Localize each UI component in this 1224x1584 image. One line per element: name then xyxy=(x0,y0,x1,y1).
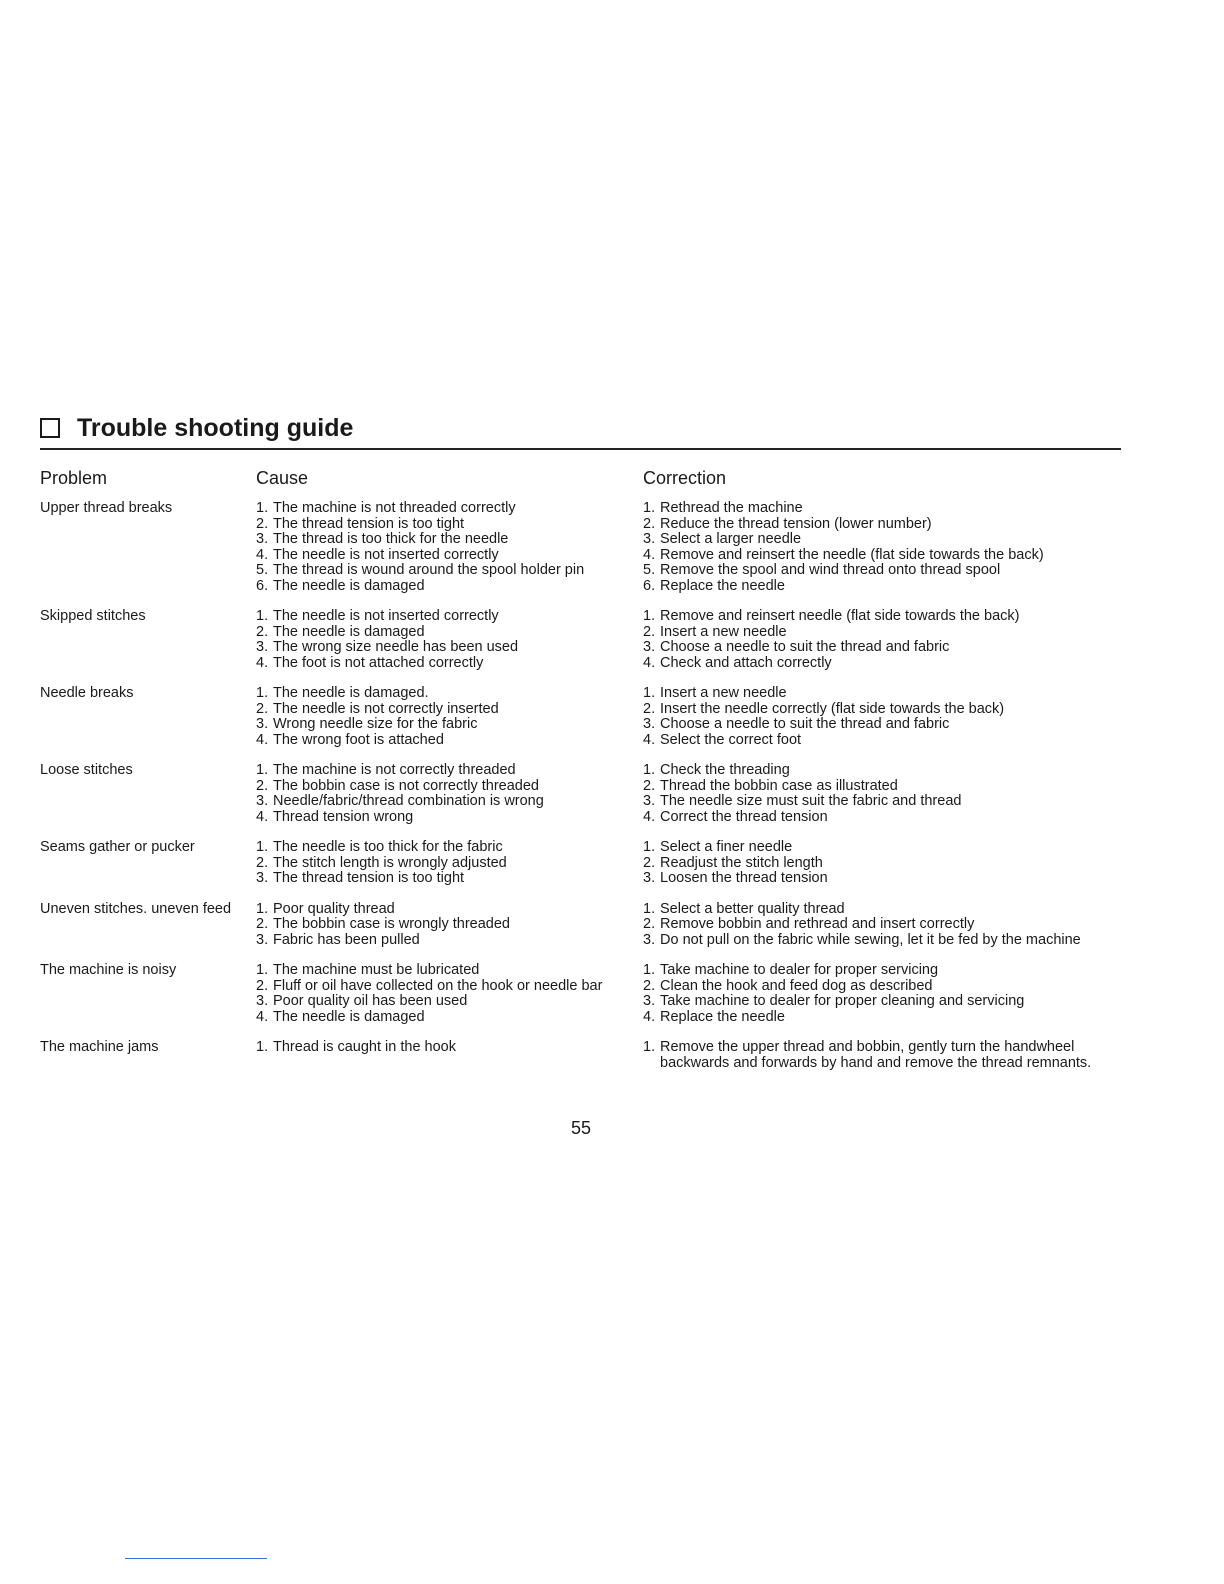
page-title: Trouble shooting guide xyxy=(77,414,354,442)
correction-item xyxy=(643,640,1123,656)
correction-item xyxy=(643,933,1123,949)
item-text: Remove and reinsert the needle (flat side towards the back) xyxy=(660,546,1044,563)
causes-list xyxy=(256,686,636,748)
item-text: Correct the thread tension xyxy=(660,808,828,825)
item-text: Remove the spool and wind thread onto thread spool xyxy=(660,562,1001,578)
corrections-list xyxy=(643,963,1123,1025)
correction-item xyxy=(643,917,1123,933)
column-header-problem: Problem xyxy=(40,468,108,488)
checkbox-square-icon xyxy=(40,418,60,438)
cause-item xyxy=(256,810,636,826)
correction-item xyxy=(643,579,1123,595)
item-number: 6. xyxy=(643,577,656,594)
cause-item xyxy=(256,1040,636,1056)
correction-item xyxy=(643,856,1123,872)
causes-list xyxy=(256,501,636,594)
cause-item xyxy=(256,871,636,887)
item-number: 1. xyxy=(643,608,656,624)
cause-item xyxy=(256,563,636,579)
item-number: 3. xyxy=(643,793,656,809)
cause-item xyxy=(256,656,636,672)
item-text: Insert a new needle xyxy=(660,685,787,701)
corrections-list xyxy=(643,686,1123,748)
item-number: 1. xyxy=(256,762,269,778)
correction-item xyxy=(643,609,1123,625)
item-text: Remove and reinsert needle (flat side towards the back) xyxy=(660,608,1020,624)
cause-item xyxy=(256,579,636,595)
cause-item xyxy=(256,933,636,949)
correction-item xyxy=(643,686,1123,702)
item-number: 2. xyxy=(643,854,656,871)
item-number: 3. xyxy=(256,639,269,655)
problem-cell: Loose stitches xyxy=(40,762,133,778)
item-text: The machine is not threaded correctly xyxy=(273,500,516,516)
item-text: Poor quality oil has been used xyxy=(273,993,468,1009)
item-text: Select a better quality thread xyxy=(660,900,845,917)
cause-item xyxy=(256,702,636,718)
correction-item xyxy=(643,733,1123,749)
item-text: Insert a new needle xyxy=(660,623,787,640)
cause-item xyxy=(256,640,636,656)
item-text: The thread is too thick for the needle xyxy=(273,531,509,547)
item-number: 2. xyxy=(256,916,269,932)
item-number: 3. xyxy=(256,993,269,1009)
correction-item xyxy=(643,563,1123,579)
causes-list xyxy=(256,902,636,949)
item-number: 3. xyxy=(643,639,656,655)
item-number: 3. xyxy=(256,793,269,809)
causes-list xyxy=(256,840,636,887)
correction-item xyxy=(643,717,1123,733)
item-text: Remove the upper thread and bobbin, gently turn the handwheel backwards and forwards by hand and remove the thread remnants. xyxy=(660,1039,1092,1071)
item-number: 2. xyxy=(643,916,656,932)
item-text: The bobbin case is not correctly threaded xyxy=(273,777,539,794)
item-text: Check the threading xyxy=(660,762,790,778)
item-number: 2. xyxy=(643,977,656,994)
corrections-list xyxy=(643,902,1123,949)
item-text: Choose a needle to suit the thread and fabric xyxy=(660,639,950,655)
item-number: 4. xyxy=(256,731,269,748)
item-number: 3. xyxy=(643,993,656,1009)
item-number: 4. xyxy=(643,808,656,825)
item-number: 4. xyxy=(256,654,269,671)
item-number: 4. xyxy=(643,654,656,671)
correction-item xyxy=(643,625,1123,641)
causes-list xyxy=(256,963,636,1025)
correction-item xyxy=(643,994,1123,1010)
causes-list xyxy=(256,763,636,825)
problem-cell: The machine jams xyxy=(40,1039,159,1055)
correction-item xyxy=(643,871,1123,887)
cause-item xyxy=(256,763,636,779)
cause-item xyxy=(256,1010,636,1026)
item-text: Replace the needle xyxy=(660,577,785,594)
item-text: Remove bobbin and rethread and insert correctly xyxy=(660,916,975,932)
correction-item xyxy=(643,702,1123,718)
item-number: 1. xyxy=(256,608,269,624)
correction-item xyxy=(643,1010,1123,1026)
troubleshooting-table xyxy=(0,501,1224,1086)
item-text: Insert the needle correctly (flat side towards the back) xyxy=(660,700,1005,717)
cause-item xyxy=(256,840,636,856)
item-text: The needle is too thick for the fabric xyxy=(273,839,503,855)
correction-item xyxy=(643,794,1123,810)
cause-item xyxy=(256,902,636,918)
correction-item xyxy=(643,840,1123,856)
item-text: Thread tension wrong xyxy=(273,808,414,825)
table-row xyxy=(0,609,1224,671)
cause-item xyxy=(256,517,636,533)
table-row xyxy=(0,1040,1224,1071)
item-number: 3. xyxy=(643,870,656,886)
item-number: 3. xyxy=(256,716,269,732)
item-text: Poor quality thread xyxy=(273,900,395,917)
cause-item xyxy=(256,794,636,810)
correction-item xyxy=(643,902,1123,918)
item-text: The needle is not inserted correctly xyxy=(273,608,499,624)
divider-line xyxy=(125,1558,267,1559)
problem-cell: Skipped stitches xyxy=(40,608,146,624)
item-text: The needle is damaged xyxy=(273,1008,425,1025)
item-number: 1. xyxy=(643,762,656,778)
problem-cell: Uneven stitches. uneven feed xyxy=(40,900,232,917)
correction-item xyxy=(643,963,1123,979)
item-number: 5. xyxy=(643,562,656,578)
column-header-correction: Correction xyxy=(643,468,727,488)
item-text: Select a larger needle xyxy=(660,531,802,547)
cause-item xyxy=(256,717,636,733)
item-text: Wrong needle size for the fabric xyxy=(273,716,478,732)
correction-item xyxy=(643,763,1123,779)
item-number: 1. xyxy=(643,500,656,516)
item-text: Check and attach correctly xyxy=(660,654,832,671)
cause-item xyxy=(256,856,636,872)
column-header-cause: Cause xyxy=(256,468,309,488)
item-text: Do not pull on the fabric while sewing, let it be fed by the machine xyxy=(660,931,1081,948)
item-number: 4. xyxy=(643,731,656,748)
item-text: Loosen the thread tension xyxy=(660,870,828,886)
item-text: The wrong foot is attached xyxy=(273,731,444,748)
correction-item xyxy=(643,656,1123,672)
cause-item xyxy=(256,963,636,979)
item-text: Reduce the thread tension (lower number) xyxy=(660,515,932,532)
corrections-list xyxy=(643,763,1123,825)
item-text: The bobbin case is wrongly threaded xyxy=(273,916,510,932)
item-number: 1. xyxy=(643,1039,656,1055)
item-number: 2. xyxy=(643,623,656,640)
item-text: The needle is not inserted correctly xyxy=(273,546,499,563)
item-text: The stitch length is wrongly adjusted xyxy=(273,854,507,871)
item-number: 1. xyxy=(643,900,656,917)
item-number: 4. xyxy=(256,546,269,563)
corrections-list xyxy=(643,609,1123,671)
corrections-list xyxy=(643,840,1123,887)
correction-item xyxy=(643,532,1123,548)
table-row xyxy=(0,501,1224,594)
item-text: The machine is not correctly threaded xyxy=(273,762,516,778)
item-number: 5. xyxy=(256,562,269,578)
item-number: 4. xyxy=(643,546,656,563)
corrections-list xyxy=(643,1040,1123,1071)
item-text: Fabric has been pulled xyxy=(273,931,420,948)
item-number: 2. xyxy=(256,623,269,640)
item-text: Select the correct foot xyxy=(660,731,802,748)
item-number: 1. xyxy=(643,685,656,701)
causes-list xyxy=(256,609,636,671)
item-text: The thread is wound around the spool holder pin xyxy=(273,562,585,578)
cause-item xyxy=(256,625,636,641)
column-headers xyxy=(0,466,1224,490)
item-text: Take machine to dealer for proper cleaning and servicing xyxy=(660,993,1025,1009)
item-number: 1. xyxy=(256,839,269,855)
item-text: The foot is not attached correctly xyxy=(273,654,484,671)
item-text: The thread tension is too tight xyxy=(273,870,465,886)
table-row xyxy=(0,840,1224,887)
cause-item xyxy=(256,994,636,1010)
item-number: 2. xyxy=(643,700,656,717)
item-number: 2. xyxy=(256,700,269,717)
table-row xyxy=(0,902,1224,949)
problem-cell: Upper thread breaks xyxy=(40,500,173,516)
item-number: 2. xyxy=(256,854,269,871)
item-number: 2. xyxy=(256,977,269,994)
cause-item xyxy=(256,979,636,995)
item-text: Thread is caught in the hook xyxy=(273,1039,456,1055)
item-number: 1. xyxy=(256,962,269,978)
item-text: Select a finer needle xyxy=(660,839,793,855)
item-number: 3. xyxy=(643,531,656,547)
cause-item xyxy=(256,501,636,517)
page-number: 55 xyxy=(570,1118,592,1138)
table-row xyxy=(0,963,1224,1025)
table-row xyxy=(0,686,1224,748)
item-text: Clean the hook and feed dog as described xyxy=(660,977,933,994)
item-number: 1. xyxy=(256,500,269,516)
item-number: 6. xyxy=(256,577,269,594)
item-text: Choose a needle to suit the thread and fabric xyxy=(660,716,950,732)
section-header xyxy=(40,410,1121,450)
item-number: 4. xyxy=(256,808,269,825)
item-text: Readjust the stitch length xyxy=(660,854,823,871)
cause-item xyxy=(256,779,636,795)
item-text: The thread tension is too tight xyxy=(273,515,465,532)
item-number: 2. xyxy=(643,777,656,794)
item-text: Replace the needle xyxy=(660,1008,785,1025)
correction-item xyxy=(643,779,1123,795)
item-number: 4. xyxy=(643,1008,656,1025)
correction-item xyxy=(643,548,1123,564)
item-number: 1. xyxy=(256,1039,269,1055)
table-row xyxy=(0,763,1224,825)
item-text: Rethread the machine xyxy=(660,500,803,516)
correction-item xyxy=(643,1040,1123,1071)
item-number: 1. xyxy=(256,685,269,701)
item-number: 1. xyxy=(643,962,656,978)
cause-item xyxy=(256,917,636,933)
item-text: The needle is damaged xyxy=(273,577,425,594)
cause-item xyxy=(256,733,636,749)
correction-item xyxy=(643,501,1123,517)
item-text: The machine must be lubricated xyxy=(273,962,480,978)
item-text: Fluff or oil have collected on the hook or needle bar xyxy=(273,977,603,994)
item-text: The needle is damaged. xyxy=(273,685,429,701)
item-text: The wrong size needle has been used xyxy=(273,639,519,655)
item-number: 3. xyxy=(256,931,269,948)
item-number: 2. xyxy=(256,515,269,532)
correction-item xyxy=(643,979,1123,995)
item-text: The needle is damaged xyxy=(273,623,425,640)
item-text: Needle/fabric/thread combination is wrong xyxy=(273,793,544,809)
item-text: Thread the bobbin case as illustrated xyxy=(660,777,898,794)
correction-item xyxy=(643,810,1123,826)
problem-cell: Needle breaks xyxy=(40,685,134,701)
problem-cell: Seams gather or pucker xyxy=(40,839,195,855)
cause-item xyxy=(256,548,636,564)
item-number: 3. xyxy=(256,531,269,547)
item-number: 4. xyxy=(256,1008,269,1025)
item-number: 2. xyxy=(256,777,269,794)
item-number: 2. xyxy=(643,515,656,532)
problem-cell: The machine is noisy xyxy=(40,962,177,978)
cause-item xyxy=(256,532,636,548)
item-text: The needle is not correctly inserted xyxy=(273,700,499,717)
item-number: 1. xyxy=(643,839,656,855)
cause-item xyxy=(256,686,636,702)
correction-item xyxy=(643,517,1123,533)
causes-list xyxy=(256,1040,636,1056)
item-number: 3. xyxy=(643,716,656,732)
corrections-list xyxy=(643,501,1123,594)
item-number: 1. xyxy=(256,900,269,917)
item-number: 3. xyxy=(256,870,269,886)
cause-item xyxy=(256,609,636,625)
item-number: 3. xyxy=(643,931,656,948)
item-text: The needle size must suit the fabric and thread xyxy=(660,793,962,809)
item-text: Take machine to dealer for proper servicing xyxy=(660,962,939,978)
